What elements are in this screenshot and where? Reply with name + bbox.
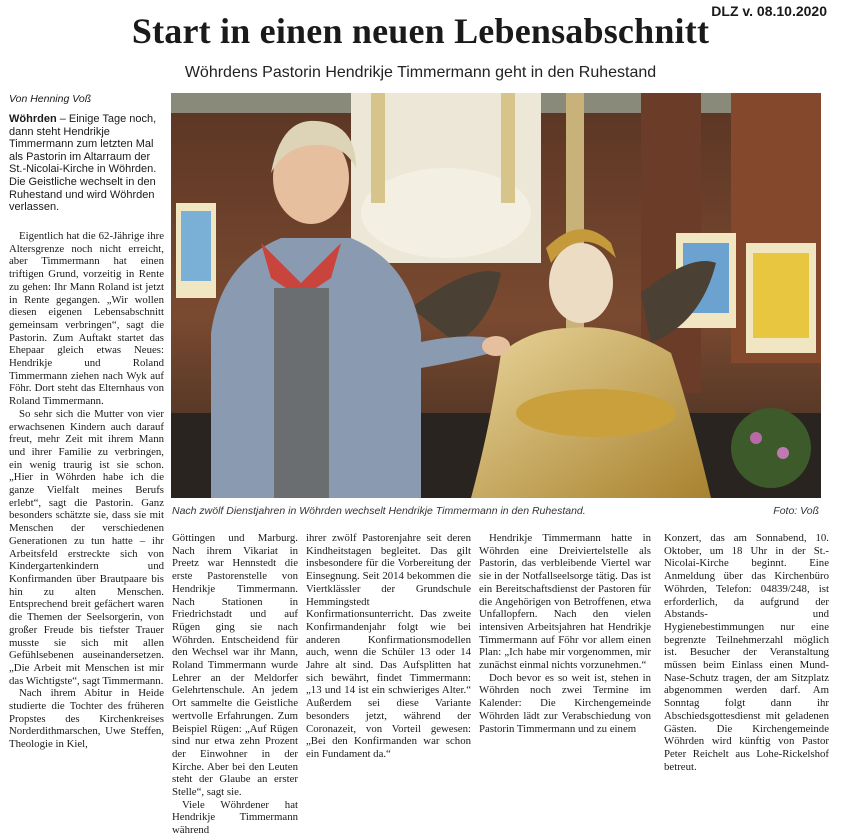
article-column-4 — [479, 532, 651, 735]
paragraph: Konzert, das am Sonnabend, 10. Oktober, um 18 Uhr in der St.-Nicolai-Kirche beginnt. Eine Anmeldung über das Kirchenbüro Wöhrden, Telefon: 04839/248, ist erforderlich, da aufgrund der Abstands- und Hygienebestimmungen nur eine begrenzte Teilnehmerzahl möglich ist. Besucher der Veranstaltung müssen beim Einlass einen Mund-Nase-Schutz tragen, der am Sitzplatz abgenommen werden darf. Am Sonntag folgt dann ihr Abschiedsgottesdienst mit geladenen Gästen. Die Kirchengemeinde Wöhrden wird künftig von Pastor Peter Reichelt aus Lohe-Rickelshof betreut. — [664, 532, 829, 773]
paragraph: So sehr sich die Mutter von vier erwachsenen Kindern auch darauf freut, mehr Zeit mit ihrem Mann und ihrer Familie zu verbringen, ein wenig traurig ist sie schon. „Hier in Wöhrden habe ich die ganze Vielfalt meines Berufs erlebt“, sagt die Pastorin. Ganz besonders schätzte sie, dass sie mit Menschen der verschiedenen Generationen zu tun hatte – ihr Arbeitsfeld erstreckte sich von Kindergartenkindern und Konfirmanden über Brautpaare bis hin zu alten Menschen. Entsprechend breit gefächert waren die Themen der Seelsorgerin, von großer Freude bis tiefster Trauer musste sie sich mit allen Gefühlsebenen auseinandersetzen. „Die Arbeit mit Menschen ist mir das Wichtigste“, sagt Timmermann. — [9, 407, 164, 687]
paragraph: ihrer zwölf Pastorenjahre seit deren Kindheitstagen begleitet. Das gilt insbesondere für die Vorbereitung der Einsegnung. Seit 2014 bekommen die Viertklässler der Grundschule Hemmingstedt Konfirmationsunterricht. Das zweite Konfirmandenjahr folgt wie bei anderen Konfirmationsmodellen auch, wenn die Schüler 13 oder 14 Jahre alt sind. Das Aufsplitten hat sich bewährt, findet Timmermann: „13 und 14 ist ein schwieriges Alter.“ Außerdem sei diese Variante besonders jetzt, während der Coronazeit, von Vorteil gewesen: „Bei den Konfirmanden war schon ein Fundament da.“ — [306, 532, 471, 760]
paragraph: Eigentlich hat die 62-Jährige ihre Altersgrenze noch nicht erreicht, aber Timmermann hat einen triftigen Grund, vorzeitig in Rente zu gehen: Ihr Mann Roland ist jetzt in Rente gegangen. „Wir wollen diesen eigenen Lebensabschnitt gemeinsam verbringen“, sagt die Pastorin. Zum Auftakt startet das Ehepaar gleich etwas Neues: Hendrikje und Roland Timmermann ziehen nach Wyk auf Föhr. Dort steht das Elternhaus von Roland Timmermann. — [9, 230, 164, 408]
paragraph: Viele Wöhrdener hat Hendrikje Timmermann während — [172, 798, 298, 837]
paragraph: Hendrikje Timmermann hatte in Wöhrden eine Dreiviertelstelle als Pastorin, das verbleibende Viertel war sie in der Notfallseelsorge tätig. Das ist ein Bereitschaftsdienst der Pastoren für die Angehörigen von Betroffenen, etwa Unfallopfern. Nach den vielen intensiven Arbeitsjahren hat Hendrikje Timmermann auf Föhr vor allem einen Plan: „Ich habe mir vorgenommen, mir zunächst einmal nichts vorzunehmen.“ — [479, 532, 651, 672]
article-photo — [171, 93, 821, 498]
byline: Von Henning Voß — [9, 93, 92, 105]
lead-text: – Einige Tage noch, dann steht Hendrikje Timmermann zum letzten Mal als Pastorin im Altarraum der St.-Nicolai-Kirche in Wöhrden. Die Geistliche wechselt in den Ruhestand und wird Wöhrden verlassen. — [9, 113, 157, 214]
photo-pastor-with-angel-font — [171, 93, 821, 498]
article-column-5 — [664, 532, 829, 773]
headline: Start in einen neuen Lebensabschnitt — [131, 11, 710, 51]
paragraph: Doch bevor es so weit ist, stehen in Wöhrden noch zwei Termine im Kalender: Die Kirchengemeinde Wöhrden lädt zur Verabschiedung von Pastorin Timmermann und zu einem — [479, 671, 651, 735]
subheadline: Wöhrdens Pastorin Hendrikje Timmermann geht in den Ruhestand — [184, 64, 657, 81]
article-column-3 — [306, 532, 471, 761]
paragraph: Nach ihrem Abitur in Heide studierte die Tochter des früheren Propstes des Kirchenkreises Norderdithmarschen, Uwe Steffen, Theologie in Kiel, — [9, 687, 164, 751]
photo-credit: Foto: Voß — [773, 505, 819, 517]
dateline: Wöhrden — [9, 113, 57, 125]
article-column-1 — [9, 230, 164, 751]
lead-paragraph — [9, 113, 164, 214]
paragraph: Göttingen und Marburg. Nach ihrem Vikariat in Preetz war Hennstedt die erste Pastorenstelle von Hendrikje Timmermann. Nach Stationen in Friedrichstadt und auf Rügen ging sie nach Wöhrden. Entscheidend für den Wechsel war ihr Mann, Roland Timmermann wurde Lehrer an der Meldorfer Gelehrtenschule. An jedem Ort sammelte die Geistliche wertvolle Erfahrungen. Zum Beispiel Rügen: „Auf Rügen sind nur etwa zehn Prozent der Einwohner in der Kirche. Aber bei den Leuten steht der Glaube an erster Stelle“, sagt sie. — [172, 532, 298, 799]
source-label: DLZ v. 08.10.2020 — [711, 3, 827, 19]
article-column-2 — [172, 532, 298, 837]
photo-caption: Nach zwölf Dienstjahren in Wöhrden wechselt Hendrikje Timmermann in den Ruhestand. — [172, 505, 586, 517]
